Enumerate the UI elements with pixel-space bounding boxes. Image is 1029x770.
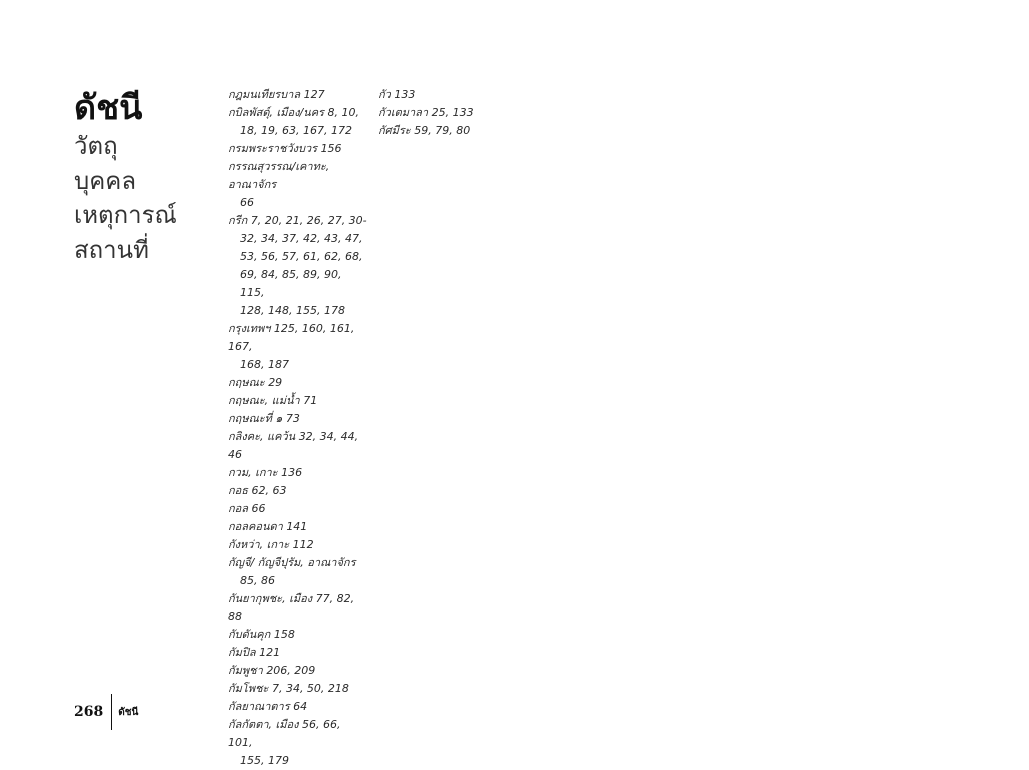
index-page-refs: 32, 34, 37, 42, 43, 47, [240, 232, 363, 245]
index-page-refs: 128, 148, 155, 178 [240, 304, 345, 317]
index-term: กัมพูชา [228, 664, 263, 677]
index-page-refs: 112 [292, 538, 314, 551]
index-page-refs: 62, 63 [251, 484, 287, 497]
index-page-refs: 7, 20, 21, 26, 27, 30- [250, 214, 367, 227]
index-term: กัว [378, 88, 391, 101]
page-title: ดัชนี [74, 88, 143, 128]
index-entry [228, 662, 368, 680]
index-term: กรุงเทพฯ [228, 322, 271, 335]
index-entry [228, 392, 368, 410]
index-entry [228, 212, 368, 230]
index-page-refs: 25, 133 [431, 106, 474, 119]
index-page-refs: 136 [281, 466, 303, 479]
index-entry [228, 194, 368, 212]
index-entry [228, 428, 368, 464]
index-entry [228, 698, 368, 716]
index-entry [228, 626, 368, 644]
heading-line-4: สถานที่ [74, 236, 149, 265]
heading-line-1: วัตถุ [74, 131, 118, 160]
index-page-refs: 18, 19, 63, 167, 172 [240, 124, 352, 137]
index-entry [228, 230, 368, 248]
index-term: กฤษณะ [228, 376, 265, 389]
index-term: กัศมีระ [378, 124, 411, 137]
index-entry [228, 86, 368, 104]
index-page-refs: 77, 82, 88 [228, 592, 355, 623]
index-page-refs: 53, 56, 57, 61, 62, 68, [240, 250, 363, 263]
index-entry [378, 86, 518, 104]
index-entry [228, 482, 368, 500]
index-page-refs: 85, 86 [240, 574, 275, 587]
index-page-refs: 66 [240, 196, 254, 209]
index-entry [228, 356, 368, 374]
index-entry [228, 590, 368, 626]
index-page-refs: 168, 187 [240, 358, 289, 371]
index-page-refs: 59, 79, 80 [414, 124, 471, 137]
index-term: กัมปิล [228, 646, 256, 659]
index-page-refs: 73 [285, 412, 300, 425]
index-entry [228, 554, 368, 572]
index-term: กฎมนเทียรบาล [228, 88, 301, 101]
index-page-refs: 141 [286, 520, 308, 533]
index-entry [228, 680, 368, 698]
index-heading [74, 88, 177, 268]
page-footer [74, 694, 138, 730]
footer-divider [111, 694, 112, 730]
index-column-2 [378, 86, 518, 140]
index-entry [228, 320, 368, 356]
footer-label: ดัชนี [118, 706, 139, 718]
index-entry [228, 752, 368, 770]
index-entry [228, 716, 368, 752]
index-page-refs: 32, 34, 44, 46 [228, 430, 359, 461]
index-term: กับดันคุก [228, 628, 271, 641]
index-page-refs: 66 [251, 502, 266, 515]
index-page-refs: 56, 66, 101, [228, 718, 341, 749]
index-page-refs: 156 [320, 142, 342, 155]
index-term: กัวเตมาลา [378, 106, 429, 119]
index-entry [228, 374, 368, 392]
index-term: กรีก [228, 214, 248, 227]
index-entry [378, 122, 518, 140]
index-term: กรมพระราชวังบวร [228, 142, 318, 155]
index-page-refs: 121 [259, 646, 281, 659]
index-entry [228, 536, 368, 554]
index-page-refs: 125, 160, 161, 167, [228, 322, 355, 353]
index-entry [378, 104, 518, 122]
index-page-refs: 64 [293, 700, 308, 713]
index-term: กรรณสุวรรณ/เคาทะ, อาณาจักร [228, 160, 330, 191]
index-term: กฤษณะ, แม่น้ำ [228, 394, 300, 407]
index-term: กฤษณะที่ ๑ [228, 412, 283, 425]
index-entry [228, 248, 368, 266]
index-page-refs: 158 [273, 628, 295, 641]
index-term: กอล [228, 502, 249, 515]
index-term: กัลกัตตา, เมือง [228, 718, 299, 731]
index-term: กังหว่า, เกาะ [228, 538, 290, 551]
index-term: กัญจี/ กัญจีปุรัม, อาณาจักร [228, 556, 356, 569]
index-term: กัมโพชะ [228, 682, 269, 695]
index-entry [228, 518, 368, 536]
index-term: กวม, เกาะ [228, 466, 278, 479]
index-entry [228, 266, 368, 302]
index-term: กันยากุพชะ, เมือง [228, 592, 313, 605]
index-page-refs: 155, 179 [240, 754, 289, 767]
index-term: กัลยาณาตาร [228, 700, 290, 713]
index-page-refs: 69, 84, 85, 89, 90, 115, [240, 268, 342, 299]
index-page-refs: 127 [303, 88, 325, 101]
index-term: กอลคอนดา [228, 520, 283, 533]
heading-line-2: บุคคล [74, 166, 137, 195]
index-column-1 [228, 86, 368, 770]
index-term: กบิลพัสดุ์, เมือง/นคร [228, 106, 324, 119]
index-page-refs: 7, 34, 50, 218 [271, 682, 349, 695]
index-entry [228, 644, 368, 662]
index-page-refs: 29 [268, 376, 283, 389]
index-entry [228, 158, 368, 194]
index-entry [228, 572, 368, 590]
index-entry [228, 464, 368, 482]
index-page-refs: 206, 209 [266, 664, 316, 677]
index-page-refs: 133 [394, 88, 416, 101]
index-term: กอธ [228, 484, 248, 497]
index-entry [228, 410, 368, 428]
index-entry [228, 500, 368, 518]
index-page-refs: 71 [303, 394, 318, 407]
page-number: 268 [74, 704, 104, 720]
index-page-refs: 8, 10, [327, 106, 359, 119]
index-entry [228, 104, 368, 122]
index-term: กลิงคะ, แคว้น [228, 430, 296, 443]
index-entry [228, 302, 368, 320]
index-entry [228, 140, 368, 158]
heading-line-3: เหตุการณ์ [74, 201, 177, 230]
index-entry [228, 122, 368, 140]
